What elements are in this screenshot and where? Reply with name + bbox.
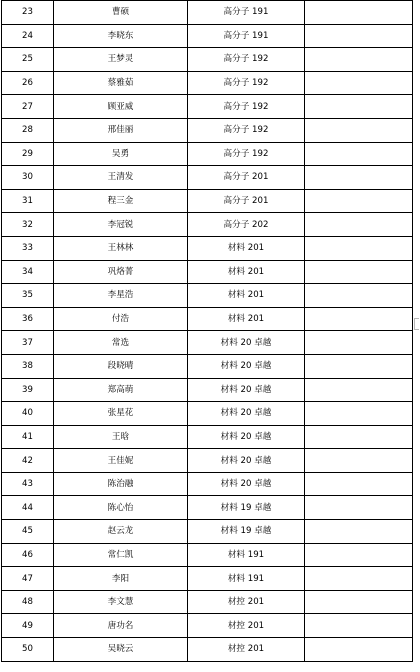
table-row: [2, 118, 413, 142]
cell-name[interactable]: 王佳妮: [54, 449, 188, 473]
cell-name[interactable]: 张星花: [54, 402, 188, 426]
cell-number[interactable]: 48: [2, 590, 54, 614]
cell-class[interactable]: 材料 20 卓越: [188, 402, 305, 426]
cell-empty[interactable]: [305, 331, 413, 355]
table-row: [2, 189, 413, 213]
cell-number[interactable]: 29: [2, 142, 54, 166]
cell-number[interactable]: 43: [2, 472, 54, 496]
cell-name[interactable]: 李晓东: [54, 24, 188, 48]
cell-name[interactable]: 常仁凯: [54, 543, 188, 567]
table-row: [2, 24, 413, 48]
cell-class[interactable]: 高分子 202: [188, 213, 305, 237]
cell-empty[interactable]: [305, 543, 413, 567]
table-row: [2, 284, 413, 308]
cell-number[interactable]: 45: [2, 520, 54, 544]
cell-class[interactable]: 材控 201: [188, 590, 305, 614]
table-row: [2, 236, 413, 260]
cell-empty[interactable]: [305, 1, 413, 25]
cell-empty[interactable]: [305, 425, 413, 449]
cell-number[interactable]: 27: [2, 95, 54, 119]
cell-class[interactable]: 材料 19 卓越: [188, 496, 305, 520]
cell-class[interactable]: 材料 20 卓越: [188, 472, 305, 496]
cell-empty[interactable]: [305, 567, 413, 591]
table-row: [2, 567, 413, 591]
cell-empty[interactable]: [305, 638, 413, 662]
student-table-container: [1, 0, 412, 662]
cell-number[interactable]: 49: [2, 614, 54, 638]
cell-number[interactable]: 50: [2, 638, 54, 662]
cell-name[interactable]: 李文慧: [54, 590, 188, 614]
cell-number[interactable]: 40: [2, 402, 54, 426]
cell-number[interactable]: 47: [2, 567, 54, 591]
table-row: [2, 95, 413, 119]
cell-number[interactable]: 42: [2, 449, 54, 473]
cell-name[interactable]: 段晓晴: [54, 354, 188, 378]
cell-empty[interactable]: [305, 118, 413, 142]
cell-name[interactable]: 李冠锐: [54, 213, 188, 237]
cell-empty[interactable]: [305, 614, 413, 638]
cell-number[interactable]: 33: [2, 236, 54, 260]
cell-empty[interactable]: [305, 378, 413, 402]
cell-class[interactable]: 材控 201: [188, 614, 305, 638]
table-row: [2, 142, 413, 166]
cell-class[interactable]: 材料 20 卓越: [188, 354, 305, 378]
cell-name[interactable]: 王林林: [54, 236, 188, 260]
cell-class[interactable]: 高分子 192: [188, 118, 305, 142]
cell-name[interactable]: 蔡雅茹: [54, 71, 188, 95]
cell-empty[interactable]: [305, 24, 413, 48]
cell-class[interactable]: 高分子 191: [188, 24, 305, 48]
cell-empty[interactable]: [305, 402, 413, 426]
cell-number[interactable]: 46: [2, 543, 54, 567]
cell-name[interactable]: 赵云龙: [54, 520, 188, 544]
cell-class[interactable]: 材料 201: [188, 236, 305, 260]
cell-empty[interactable]: [305, 472, 413, 496]
cell-class[interactable]: 材料 20 卓越: [188, 378, 305, 402]
cell-empty[interactable]: [305, 71, 413, 95]
table-row: [2, 260, 413, 284]
cell-name[interactable]: 郑高萌: [54, 378, 188, 402]
cell-empty[interactable]: [305, 307, 413, 331]
cell-name[interactable]: 付浩: [54, 307, 188, 331]
cell-class[interactable]: 材料 20 卓越: [188, 449, 305, 473]
table-row: [2, 449, 413, 473]
cell-name[interactable]: 吴晓云: [54, 638, 188, 662]
cell-class[interactable]: 材料 201: [188, 307, 305, 331]
table-row: [2, 472, 413, 496]
cell-class[interactable]: 材料 20 卓越: [188, 425, 305, 449]
cell-number[interactable]: 30: [2, 166, 54, 190]
cell-number[interactable]: 38: [2, 354, 54, 378]
cell-name[interactable]: 王梦灵: [54, 48, 188, 72]
cell-class[interactable]: 材料 201: [188, 260, 305, 284]
cell-number[interactable]: 23: [2, 1, 54, 25]
cell-empty[interactable]: [305, 284, 413, 308]
cell-name[interactable]: 巩烙菁: [54, 260, 188, 284]
cell-empty[interactable]: [305, 142, 413, 166]
cell-name[interactable]: 曹硕: [54, 1, 188, 25]
cell-name[interactable]: 王清发: [54, 166, 188, 190]
cell-name[interactable]: 陈心怡: [54, 496, 188, 520]
table-row: [2, 425, 413, 449]
cell-number[interactable]: 39: [2, 378, 54, 402]
cell-number[interactable]: 35: [2, 284, 54, 308]
cell-number[interactable]: 32: [2, 213, 54, 237]
table-row: [2, 520, 413, 544]
cell-class[interactable]: 高分子 192: [188, 71, 305, 95]
cell-class[interactable]: 材料 201: [188, 284, 305, 308]
table-row: [2, 48, 413, 72]
cell-class[interactable]: 高分子 201: [188, 189, 305, 213]
table-row: [2, 166, 413, 190]
cell-class[interactable]: 材料 19 卓越: [188, 520, 305, 544]
cell-empty[interactable]: [305, 95, 413, 119]
cell-empty[interactable]: [305, 260, 413, 284]
cell-name[interactable]: 常选: [54, 331, 188, 355]
cell-empty[interactable]: [305, 520, 413, 544]
table-row: [2, 307, 413, 331]
table-row: [2, 638, 413, 662]
table-row: [2, 354, 413, 378]
student-table: [1, 0, 413, 662]
table-row: [2, 213, 413, 237]
cell-name[interactable]: 吴勇: [54, 142, 188, 166]
cell-name[interactable]: 唐功名: [54, 614, 188, 638]
cell-empty[interactable]: [305, 354, 413, 378]
table-row: [2, 543, 413, 567]
table-row: [2, 71, 413, 95]
cell-empty[interactable]: [305, 590, 413, 614]
cell-class[interactable]: 材料 191: [188, 543, 305, 567]
scroll-edge-marker: [414, 318, 419, 330]
cell-empty[interactable]: [305, 496, 413, 520]
cell-number[interactable]: 34: [2, 260, 54, 284]
cell-empty[interactable]: [305, 48, 413, 72]
table-row: [2, 590, 413, 614]
cell-number[interactable]: 36: [2, 307, 54, 331]
cell-class[interactable]: 高分子 192: [188, 142, 305, 166]
cell-name[interactable]: 程三金: [54, 189, 188, 213]
cell-empty[interactable]: [305, 166, 413, 190]
cell-name[interactable]: 顾亚威: [54, 95, 188, 119]
table-row: [2, 1, 413, 25]
cell-number[interactable]: 28: [2, 118, 54, 142]
cell-name[interactable]: 陈治融: [54, 472, 188, 496]
cell-empty[interactable]: [305, 236, 413, 260]
table-row: [2, 331, 413, 355]
cell-class[interactable]: 高分子 192: [188, 48, 305, 72]
table-row: [2, 614, 413, 638]
cell-class[interactable]: 材控 201: [188, 638, 305, 662]
cell-number[interactable]: 37: [2, 331, 54, 355]
cell-number[interactable]: 41: [2, 425, 54, 449]
cell-number[interactable]: 31: [2, 189, 54, 213]
cell-name[interactable]: 王晗: [54, 425, 188, 449]
cell-number[interactable]: 25: [2, 48, 54, 72]
cell-name[interactable]: 李阳: [54, 567, 188, 591]
cell-empty[interactable]: [305, 189, 413, 213]
cell-empty[interactable]: [305, 449, 413, 473]
cell-number[interactable]: 44: [2, 496, 54, 520]
cell-empty[interactable]: [305, 213, 413, 237]
cell-name[interactable]: 邢佳丽: [54, 118, 188, 142]
cell-class[interactable]: 材料 20 卓越: [188, 331, 305, 355]
table-body: [2, 1, 413, 662]
table-row: [2, 378, 413, 402]
cell-class[interactable]: 高分子 192: [188, 95, 305, 119]
table-row: [2, 496, 413, 520]
cell-number[interactable]: 24: [2, 24, 54, 48]
table-row: [2, 402, 413, 426]
cell-name[interactable]: 李星浩: [54, 284, 188, 308]
cell-class[interactable]: 高分子 201: [188, 166, 305, 190]
cell-class[interactable]: 高分子 191: [188, 1, 305, 25]
cell-number[interactable]: 26: [2, 71, 54, 95]
cell-class[interactable]: 材料 191: [188, 567, 305, 591]
